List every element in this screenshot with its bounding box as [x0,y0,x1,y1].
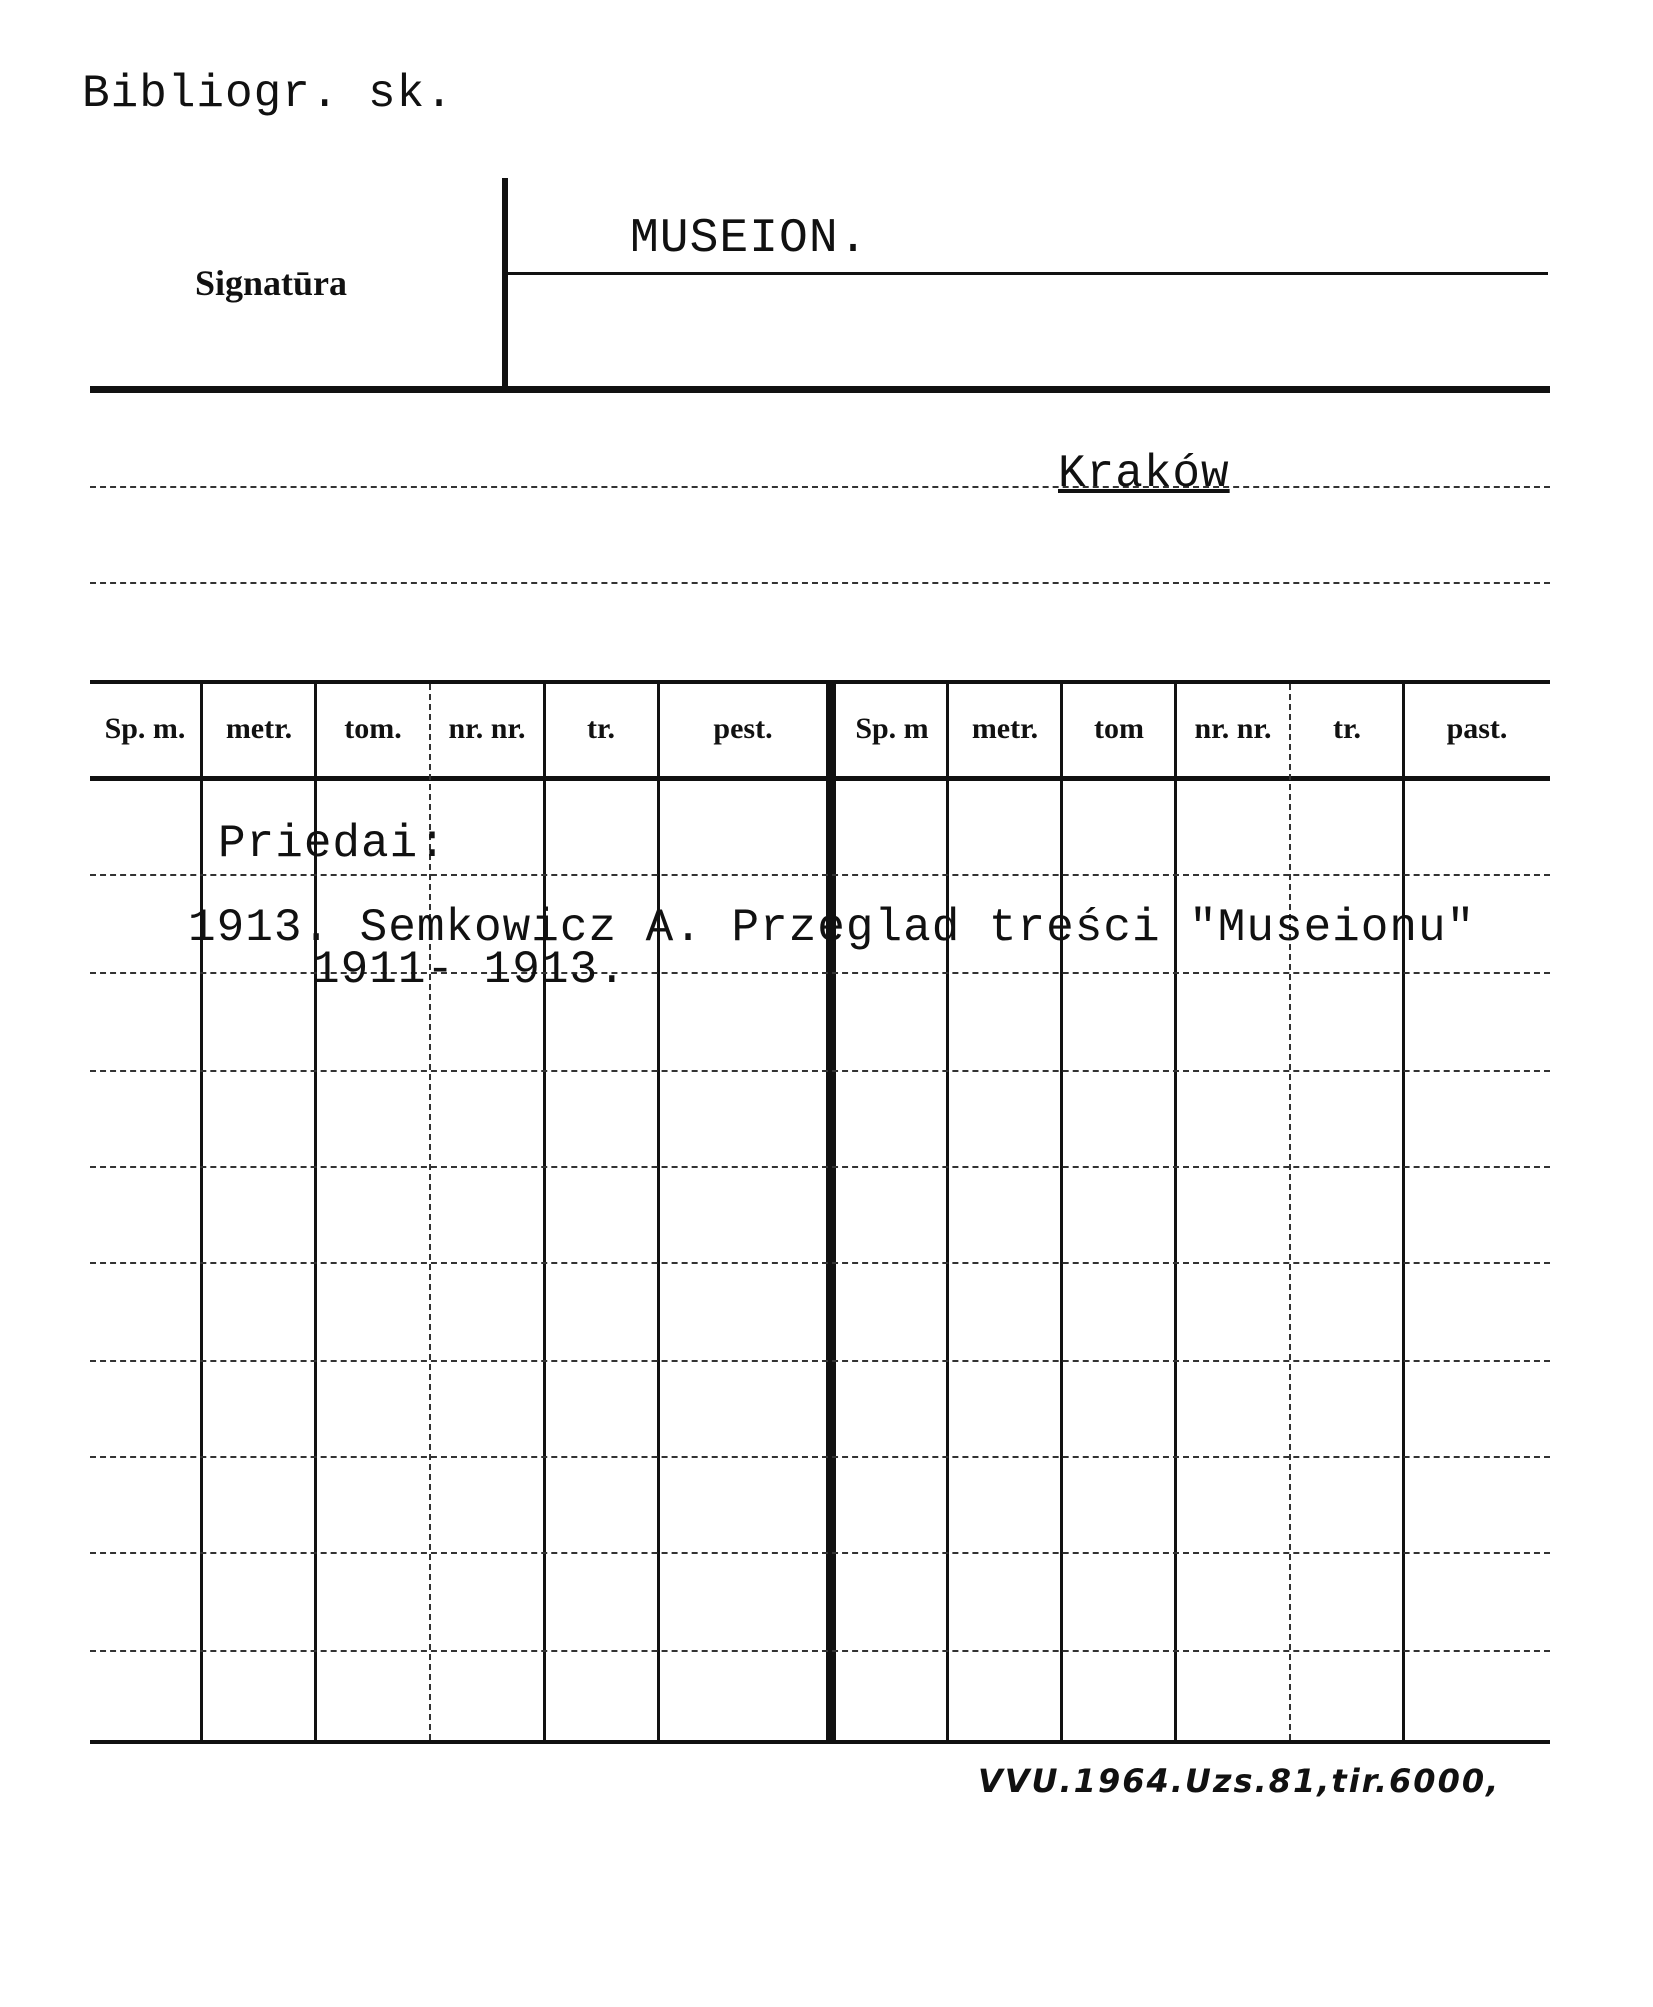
table-header-rule [90,776,1550,781]
col-header-nr-left: nr. nr. [448,712,526,745]
col-line [200,684,203,1740]
col-header-tr-left: tr. [586,712,616,745]
document-title: MUSEION. [630,212,869,266]
row-line [90,1262,1550,1264]
col-header-metr-right: metr. [971,712,1039,745]
col-header-tom-right: tom [1094,712,1144,745]
center-divider [826,684,836,1740]
title-underline [508,272,1548,275]
col-header-past-right: past. [1446,712,1508,745]
col-line [1060,684,1063,1740]
place-text: Kraków [1058,448,1230,500]
print-code: VVU.1964.Uzs.81,tir.6000, [978,1762,1501,1800]
row-line [90,1456,1550,1458]
row-line [90,1552,1550,1554]
place-line [90,486,1550,488]
col-header-tom-left: tom. [344,712,402,745]
col-line [1402,684,1405,1740]
col-header-nr-right: nr. nr. [1194,712,1272,745]
col-header-metr-left: metr. [225,712,293,745]
col-line [946,684,949,1740]
col-header-sp-m-right: Sp. m [855,712,929,745]
signature-divider [502,178,508,390]
bibliography-label: Bibliogr. sk. [82,68,454,120]
col-line [543,684,546,1740]
row-line [90,1360,1550,1362]
table-bottom-rule [90,1740,1550,1744]
col-line [657,684,660,1740]
col-header-tr-right: tr. [1332,712,1362,745]
table-top-rule [90,680,1550,684]
col-header-sp-m-left: Sp. m. [104,712,186,745]
row-line [90,972,1550,974]
col-line [1174,684,1177,1740]
row-line [90,874,1550,876]
row-line [90,1070,1550,1072]
blank-line [90,582,1550,584]
col-header-pest-left: pest. [713,712,773,745]
notes-entry-years: 1911- 1913. [312,944,627,996]
notes-heading: Priedai: [218,818,447,870]
notes-entry: 1913. Semkowicz A. Przeglad treści "Museionu" [188,902,1476,954]
row-line [90,1166,1550,1168]
signature-label: Signatūra [195,263,348,303]
header-rule [90,386,1550,393]
col-line [1289,684,1291,1740]
row-line [90,1650,1550,1652]
